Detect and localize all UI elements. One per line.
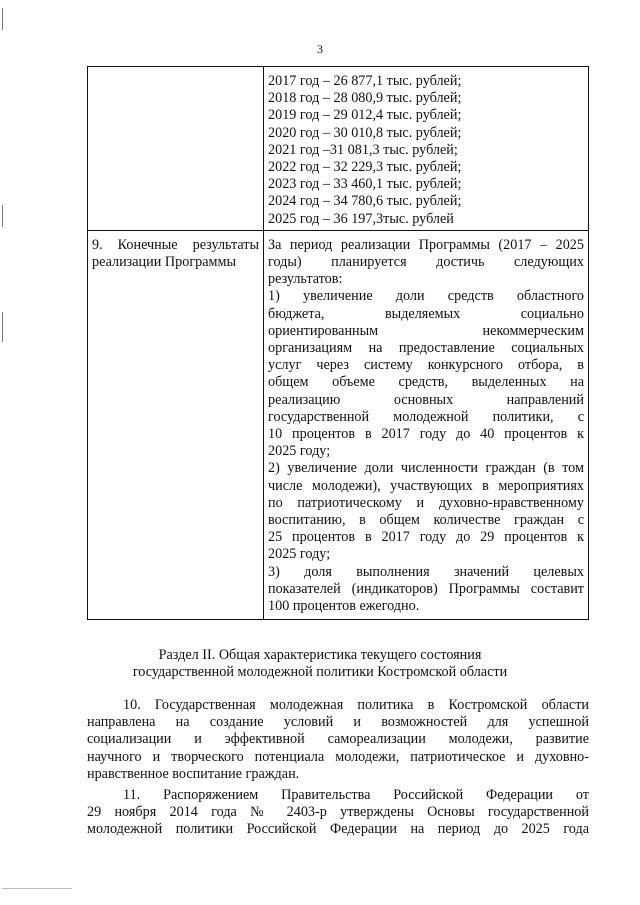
section-heading-line: Раздел II. Общая характеристика текущего состояния xyxy=(158,647,482,663)
scan-edge-mark xyxy=(2,8,3,30)
scan-edge-mark xyxy=(2,205,3,227)
table-row xyxy=(88,230,589,619)
results-text-line: реализацию основных направлений xyxy=(268,391,584,408)
results-text-line: годы) планируется достичь следующих xyxy=(268,254,584,271)
paragraph-line: 29 ноября 2014 года № 2403-р утверждены Основы государственной xyxy=(87,804,589,821)
funding-year-line: 2020 год – 30 010,8 тыс. рублей; xyxy=(268,124,462,141)
results-label-line: реализации Программы xyxy=(92,254,237,271)
funding-year-line: 2017 год – 26 877,1 тыс. рублей; xyxy=(268,73,462,89)
funding-year-line: 2018 год – 28 080,9 тыс. рублей; xyxy=(268,90,462,107)
paragraph-10 xyxy=(87,697,589,783)
results-text-line: организациям на предоставление социальных xyxy=(268,340,584,357)
results-text-line: 2) увеличение доли численности граждан (в том xyxy=(268,460,584,477)
funding-year-line: 2021 год –31 081,3 тыс. рублей; xyxy=(268,141,458,158)
results-label-line: 9. Конечные результаты xyxy=(92,236,259,253)
scan-edge-mark xyxy=(2,312,3,342)
results-text-line: За период реализации Программы (2017 – 2025 xyxy=(268,236,584,253)
paragraph-line: социализации и эффективной самореализации молодежи, развитие xyxy=(87,731,589,748)
scan-edge-mark xyxy=(2,888,72,889)
program-passport-table xyxy=(87,66,589,620)
results-text-line: 3) доля выполнения значений целевых xyxy=(268,563,584,580)
results-text-line: воспитанию, в общем количестве граждан с xyxy=(268,512,584,529)
paragraph-line: нравственное воспитание граждан. xyxy=(87,765,300,782)
results-text-line: показателей (индикаторов) Программы составит xyxy=(268,580,584,597)
results-text-line: 2025 году; xyxy=(268,443,331,460)
results-text-line: бюджета, выделяемых социально xyxy=(268,305,584,322)
results-text-line: ориентированным некоммерческим xyxy=(268,322,584,339)
results-text-line: общем объеме средств, выделенных на xyxy=(268,374,584,391)
paragraph-line: направлена на создание условий и возможностей для успешной xyxy=(87,714,589,731)
paragraph-line: 10. Государственная молодежная политика в Костромской области xyxy=(123,697,589,713)
results-text-line: 25 процентов в 2017 году до 29 процентов к xyxy=(268,529,584,546)
table-cell-empty xyxy=(88,67,264,231)
funding-year-line: 2019 год – 29 012,4 тыс. рублей; xyxy=(268,107,462,124)
results-text-line: государственной молодежной политики, с xyxy=(268,408,584,425)
funding-year-line: 2022 год – 32 229,3 тыс. рублей; xyxy=(268,159,462,176)
paragraph-line: научного и творческого потенциала молодежи, патриотическое и духовно- xyxy=(87,748,589,765)
page-number: 3 xyxy=(317,42,323,56)
section-heading-line: государственной молодежной политики Костромской области xyxy=(132,664,508,681)
paragraph-line: 11. Распоряжением Правительства Российской Федерации от xyxy=(123,787,589,803)
results-text-line: числе молодежи), участвующих в мероприятиях xyxy=(268,477,584,494)
results-text-line: по патриотическому и духовно-нравственному xyxy=(268,494,584,511)
results-text-line: 2025 году; xyxy=(268,546,331,563)
paragraph-line: молодежной политики Российской Федерации на период до 2025 года xyxy=(87,821,589,838)
results-label-cell xyxy=(88,230,264,619)
funding-year-line: 2023 год – 33 460,1 тыс. рублей; xyxy=(268,176,462,193)
funding-by-year-cell xyxy=(264,67,589,231)
funding-year-line: 2024 год – 34 780,6 тыс. рублей; xyxy=(268,193,462,210)
paragraph-11 xyxy=(87,787,589,839)
results-text-line: 1) увеличение доли средств областного xyxy=(268,288,584,305)
section-heading xyxy=(60,647,580,681)
funding-year-line: 2025 год – 36 197,3тыс. рублей xyxy=(268,210,454,227)
results-text-line: услуг через систему конкурсного отбора, в xyxy=(268,357,584,374)
results-text-line: 10 процентов в 2017 году до 40 процентов к xyxy=(268,426,584,443)
results-text-cell xyxy=(264,230,589,619)
table-row xyxy=(88,67,589,231)
results-text-line: 100 процентов ежегодно. xyxy=(268,598,420,615)
results-text-line: результатов: xyxy=(268,271,343,288)
